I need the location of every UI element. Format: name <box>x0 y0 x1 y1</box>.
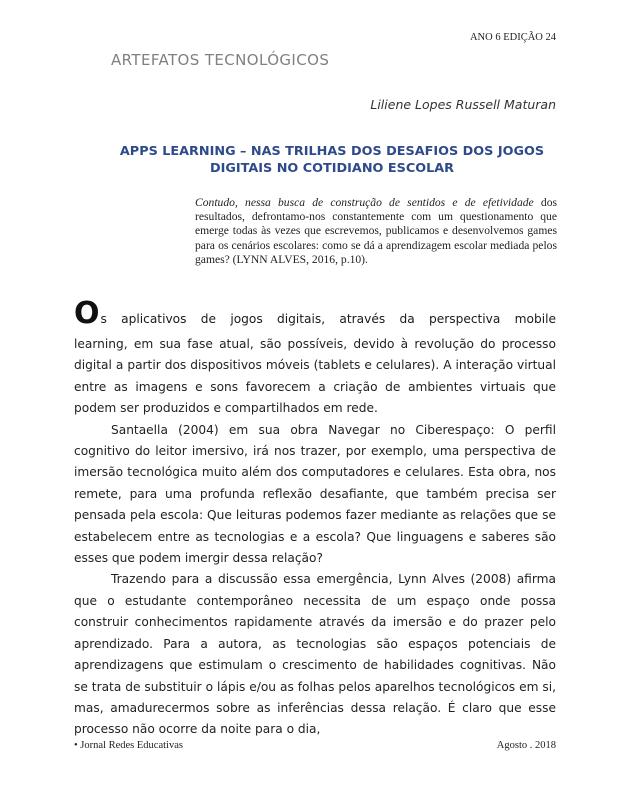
first-line-text: s aplicativos de jogos digitais, através da perspectiva mobile <box>100 312 556 326</box>
epigraph-text: dos resultados, defrontamo-nos constantemente com um questionamento que emerge todas às vezes que escrevemos, publicamos e desenvolvemos games para os cenários escolares: como se dá a aprendizagem escolar mediada pelos games? (LYNN ALVES, 2016, p.10). <box>195 196 557 266</box>
epigraph-italic: Contudo, nessa busca de construção de sentidos e de efetividade <box>195 196 534 209</box>
paragraph-1: learning, em sua fase atual, são possíveis, devido à revolução do processo digital a partir dos dispositivos móveis (tablets e celulares). A interação virtual entre as imagens e sons favorecem a criação de ambientes virtuais que podem ser produzidos e compartilhados em rede. <box>74 337 556 416</box>
epigraph-quote <box>195 196 557 267</box>
footer-date: Agosto . 2018 <box>496 740 556 751</box>
paragraph-3: Trazendo para a discussão essa emergência, Lynn Alves (2008) afirma que o estudante contemporâneo necessita de um espaço onde possa construir conhecimentos rapidamente através da imersão e do prazer pelo aprendizado. Para a autora, as tecnologias são espaços potenciais de aprendizagens que estimulam o crescimento de habilidades cognitivas. Não se trata de substituir o lápis e/ou as folhas pelos aparelhos tecnológicos em si, mas, amadurecermos sobre as inferências dessa relação. É claro que esse processo não ocorre da noite para o dia, <box>74 572 556 737</box>
article-title-line-1: APPS LEARNING – NAS TRILHAS DOS DESAFIOS DOS JOGOS <box>119 144 545 159</box>
edition-label: ANO 6 EDIÇÃO 24 <box>469 32 556 43</box>
section-title: ARTEFATOS TECNOLÓGICOS <box>111 51 330 69</box>
article-body <box>74 295 556 741</box>
author-name: Liliene Lopes Russell Maturan <box>370 97 556 112</box>
article-title <box>60 143 604 177</box>
paragraph-2: Santaella (2004) em sua obra Navegar no Ciberespaço: O perfil cognitivo do leitor imersivo, irá nos trazer, por exemplo, uma perspectiva de imersão tecnológica muito além dos computadores e celulares. Esta obra, nos remete, para uma profunda reflexão desafiante, que também precisa ser pensada pela escola: Que leituras podemos fazer mediante as relações que se estabelecem entre as tecnologias e a escola? Que linguagens e saberes são esses que podem imergir dessa relação? <box>74 422 556 566</box>
drop-cap: O <box>74 296 100 331</box>
first-paragraph-opening <box>74 295 556 329</box>
article-title-line-2: DIGITAIS NO COTIDIANO ESCOLAR <box>210 161 454 176</box>
footer-journal-name: • Jornal Redes Educativas <box>74 740 183 751</box>
